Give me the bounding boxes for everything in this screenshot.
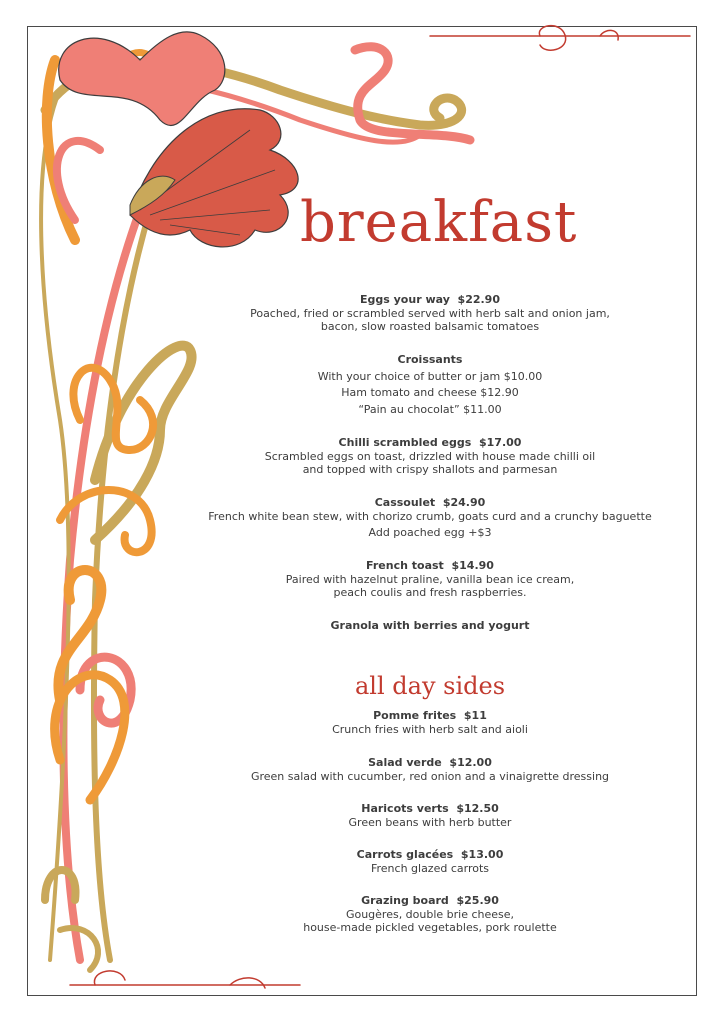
item-price: $14.90 bbox=[451, 559, 494, 572]
item-name: Carrots glacées bbox=[356, 848, 454, 861]
item-description: Green salad with cucumber, red onion and a vinaigrette dressing bbox=[250, 769, 610, 783]
item-name: Salad verde bbox=[368, 756, 442, 769]
menu-title: breakfast bbox=[300, 190, 578, 255]
item-name: Croissants bbox=[397, 353, 463, 366]
menu-item bbox=[190, 619, 670, 633]
menu-item bbox=[190, 709, 670, 736]
menu-item bbox=[190, 559, 670, 600]
item-description: house-made pickled vegetables, pork roulette bbox=[303, 921, 557, 934]
item-price: $11 bbox=[463, 709, 487, 722]
menu-item bbox=[190, 802, 670, 829]
item-description: Crunch fries with herb salt and aioli bbox=[332, 722, 528, 736]
item-description: Poached, fried or scrambled served with herb salt and onion jam, bbox=[250, 306, 610, 320]
item-description: Scrambled eggs on toast, drizzled with house made chilli oil bbox=[264, 449, 596, 463]
item-price: $22.90 bbox=[457, 293, 500, 306]
menu-item bbox=[190, 756, 670, 783]
item-price: $25.90 bbox=[456, 894, 499, 907]
item-name: Grazing board bbox=[361, 894, 449, 907]
menu-item bbox=[190, 496, 670, 540]
item-name: Pomme frites bbox=[373, 709, 457, 722]
menu-item bbox=[190, 894, 670, 935]
item-price: $17.00 bbox=[478, 436, 522, 449]
item-description: bacon, slow roasted balsamic tomatoes bbox=[320, 320, 540, 333]
item-description: Add poached egg +$3 bbox=[368, 526, 492, 539]
item-description: Paired with hazelnut praline, vanilla bean ice cream, bbox=[285, 572, 575, 586]
item-name: French toast bbox=[366, 559, 444, 572]
item-price: $12.50 bbox=[456, 802, 499, 815]
item-description: peach coulis and fresh raspberries. bbox=[333, 586, 527, 599]
item-description: With your choice of butter or jam $10.00 bbox=[317, 369, 543, 383]
item-price: $12.00 bbox=[449, 756, 492, 769]
item-description: and topped with crispy shallots and parmesan bbox=[302, 463, 558, 476]
item-price: $24.90 bbox=[442, 496, 486, 509]
item-name: Eggs your way bbox=[360, 293, 450, 306]
menu-item bbox=[190, 436, 670, 477]
item-name: Granola with berries and yogurt bbox=[330, 619, 530, 632]
item-description: French white bean stew, with chorizo crumb, goats curd and a crunchy baguette bbox=[208, 509, 652, 523]
menu-item bbox=[190, 848, 670, 875]
item-description: Gougères, double brie cheese, bbox=[345, 907, 515, 921]
item-name: Haricots verts bbox=[361, 802, 449, 815]
menu-item bbox=[190, 293, 670, 334]
item-description: Ham tomato and cheese $12.90 bbox=[341, 386, 519, 399]
item-name: Chilli scrambled eggs bbox=[338, 436, 472, 449]
item-name: Cassoulet bbox=[374, 496, 436, 509]
item-description: Green beans with herb butter bbox=[348, 815, 512, 829]
item-price: $13.00 bbox=[460, 848, 504, 861]
item-description: French glazed carrots bbox=[370, 861, 490, 875]
menu-item bbox=[190, 353, 670, 416]
item-description: “Pain au chocolat” $11.00 bbox=[358, 402, 502, 416]
section-title: all day sides bbox=[354, 672, 506, 700]
